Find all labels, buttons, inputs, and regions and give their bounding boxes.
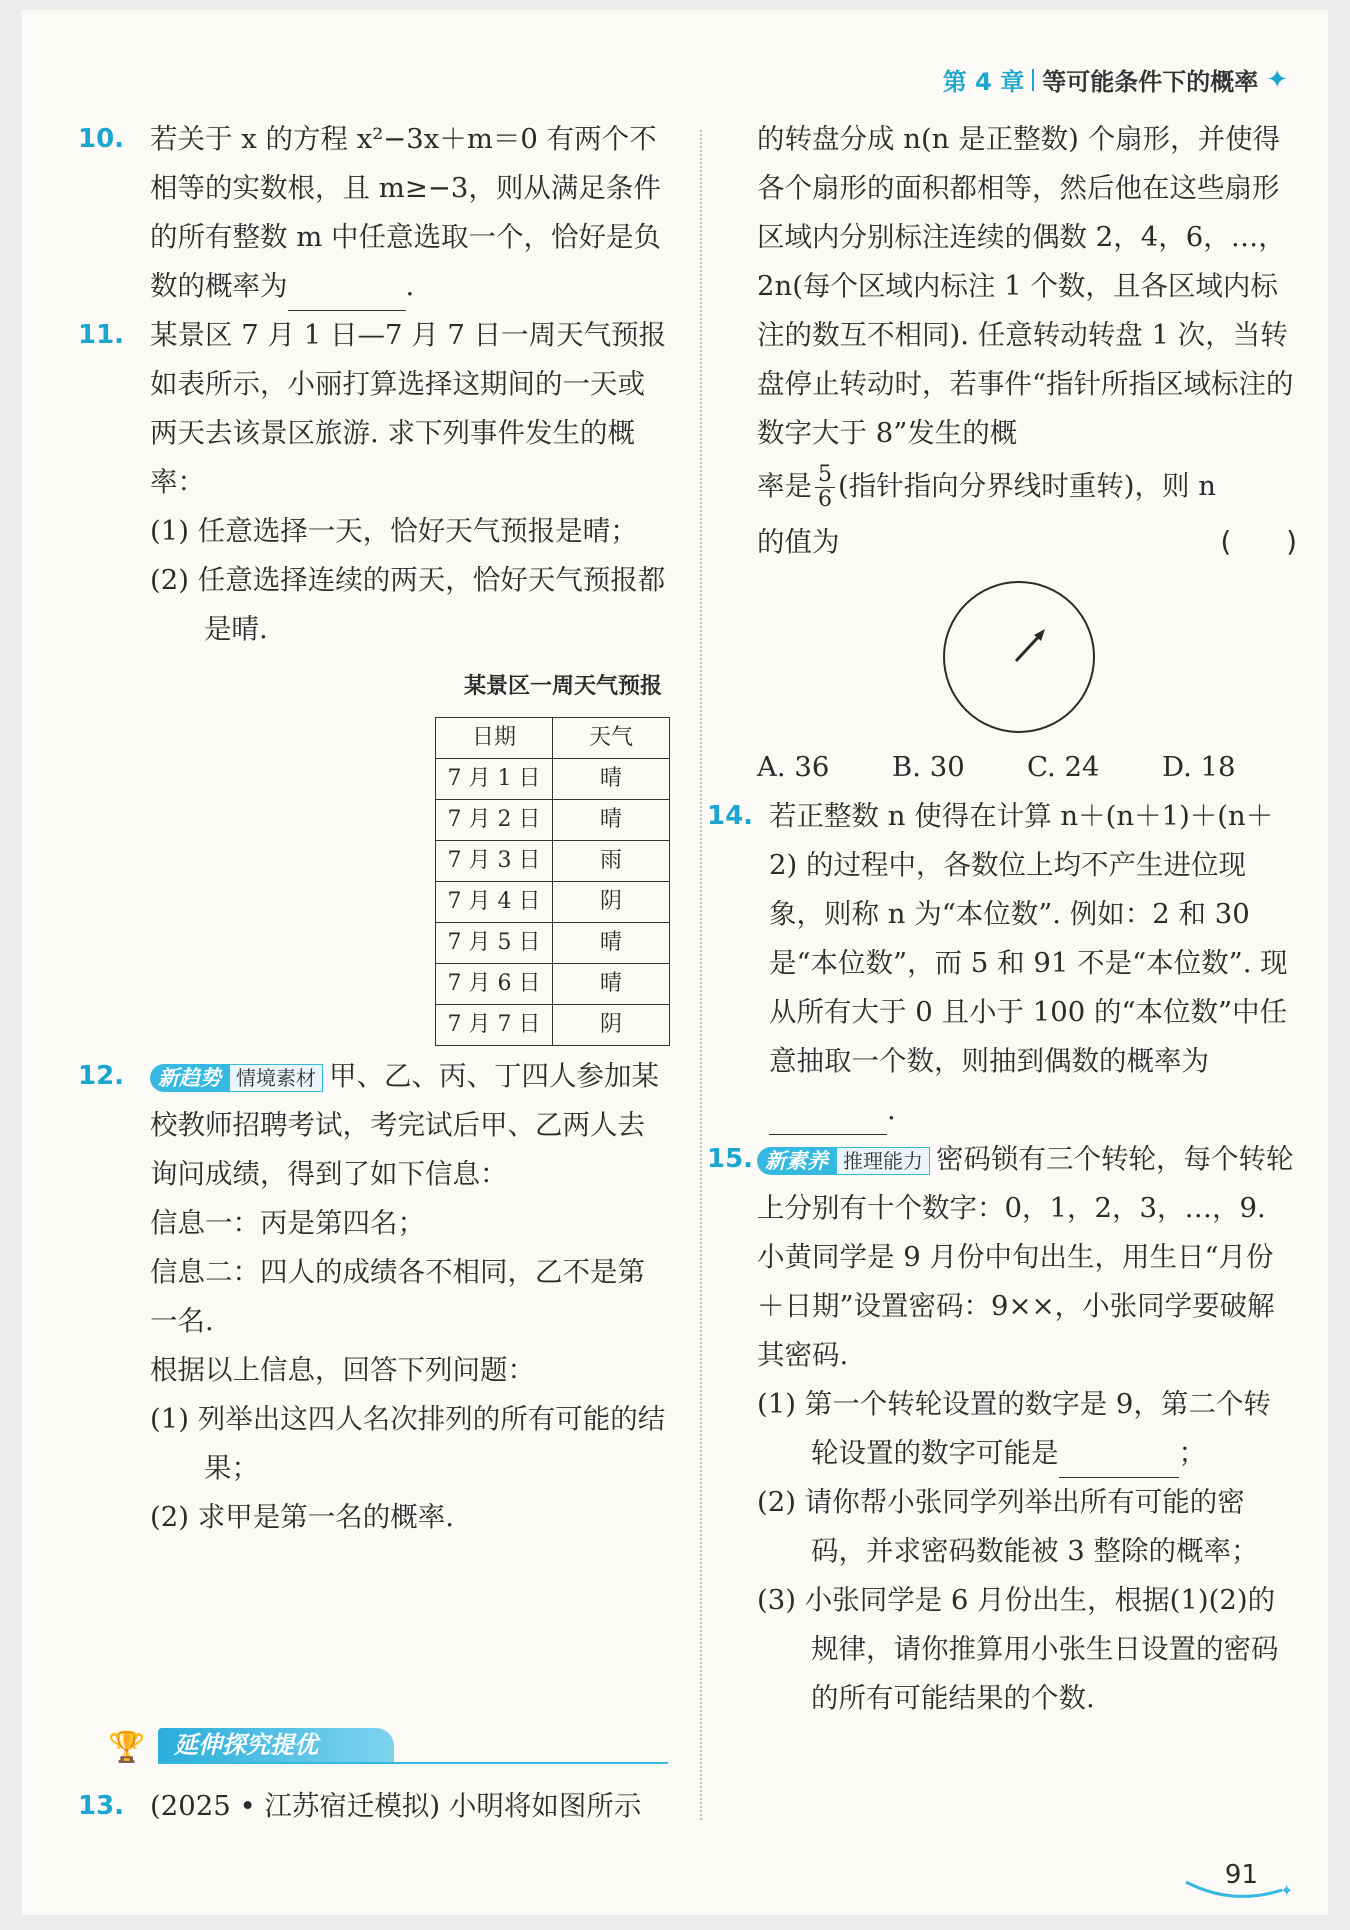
date-cell: 7 月 7 日 — [436, 1005, 553, 1046]
table-row — [436, 1005, 670, 1046]
probability-line — [757, 462, 1297, 512]
sub-question-2: (2) 请你帮小张同学列举出所有可能的密码，并求密码数能被 3 整除的概率； — [757, 1486, 1259, 1567]
choice-b[interactable]: B. 30 — [892, 751, 965, 783]
weather-cell: 雨 — [553, 841, 670, 882]
workbook-page — [22, 10, 1328, 1915]
question-number: 10. — [78, 124, 125, 154]
weather-cell: 晴 — [553, 964, 670, 1005]
chapter-title: 等可能条件下的概率 — [1042, 68, 1259, 96]
info-2: 信息二：四人的成绩各不相同，乙不是第一名. — [150, 1256, 645, 1337]
table-row — [436, 841, 670, 882]
question-text: 甲、乙、丙、丁四人参加某校教师招聘考试，考完试后甲、乙两人去询问成绩，得到了如下信息： — [150, 1060, 659, 1190]
weather-cell: 阴 — [553, 882, 670, 923]
trophy-icon: 🏆 — [108, 1730, 146, 1765]
question-end: . — [887, 1094, 896, 1126]
question-number: 14. — [707, 801, 754, 831]
date-cell: 7 月 1 日 — [436, 759, 553, 800]
sub-question-2: (2) 任意选择连续的两天，恰好天气预报都是晴. — [150, 564, 666, 645]
weather-cell: 阴 — [553, 1005, 670, 1046]
table-row — [436, 759, 670, 800]
spinner-figure — [939, 577, 1099, 737]
page-number-swoosh — [1182, 1876, 1292, 1906]
sub-question-1-text: (1) 第一个转轮设置的数字是 9，第二个转轮设置的数字可能是 — [757, 1388, 1271, 1469]
info-1: 信息一：丙是第四名； — [150, 1207, 425, 1239]
sub-question-1: (1) 任意选择一天，恰好天气预报是晴； — [150, 515, 638, 547]
question-12 — [78, 1052, 670, 1542]
chapter-label: 第 4 章 — [942, 68, 1025, 96]
question-15 — [707, 1135, 1297, 1723]
date-cell: 7 月 2 日 — [436, 800, 553, 841]
answer-line — [757, 518, 1297, 567]
choice-c[interactable]: C. 24 — [1027, 751, 1100, 783]
page-number: 91 — [1224, 1860, 1258, 1890]
question-text: 某景区 7 月 1 日—7 月 7 日一周天气预报如表所示，小丽打算选择这期间的一天或两天去该景区旅游. 求下列事件发生的概率： — [150, 319, 667, 498]
sub-question-2: (2) 求甲是第一名的概率. — [150, 1501, 454, 1533]
date-cell: 7 月 6 日 — [436, 964, 553, 1005]
rate-suffix: (指针指向分界线时重转)，则 n — [838, 470, 1216, 502]
table-title: 某景区一周天气预报 — [463, 674, 662, 699]
table-row — [436, 800, 670, 841]
prompt-text: 根据以上信息，回答下列问题： — [150, 1354, 535, 1386]
question-text: 若正整数 n 使得在计算 n＋(n＋1)＋(n＋2) 的过程中，各数位上均不产生进位现象，则称 n 为“本位数”. 例如：2 和 30 是“本位数”，而 5 和 91 不是“本位数”. 现从所有大于 0 且小于 100 的“本位数”中任意抽取一个数，则抽到偶数的概率为 — [769, 800, 1288, 1077]
table-row — [436, 882, 670, 923]
date-cell: 7 月 5 日 — [436, 923, 553, 964]
question-number: 11. — [78, 320, 125, 350]
fraction — [815, 463, 835, 512]
question-text: (2025 • 江苏宿迁模拟) 小明将如图所示 — [150, 1790, 642, 1822]
table-row — [436, 964, 670, 1005]
choice-a[interactable]: A. 36 — [757, 751, 830, 783]
right-column — [707, 115, 1297, 1723]
date-cell: 7 月 4 日 — [436, 882, 553, 923]
column-header: 日期 — [436, 718, 553, 759]
column-header: 天气 — [553, 718, 670, 759]
sub-question-1: (1) 列举出这四人名次排列的所有可能的结果； — [150, 1403, 666, 1484]
question-text: 若关于 x 的方程 x²−3x＋m＝0 有两个不相等的实数根，且 m≥−3，则从满足条件的所有整数 m 中任意选取一个，恰好是负数的概率为 — [150, 123, 662, 302]
question-tail: 的值为 — [757, 526, 840, 558]
trend-tag: 新趋势 — [150, 1064, 229, 1092]
question-number: 15. — [707, 1144, 754, 1174]
answer-blank[interactable] — [288, 276, 406, 311]
column-divider — [700, 130, 702, 1820]
answer-blank[interactable] — [769, 1100, 887, 1135]
fraction-numerator: 5 — [815, 463, 835, 488]
answer-paren[interactable]: ( ) — [1220, 526, 1297, 558]
question-13-start — [78, 1782, 670, 1831]
question-end: . — [405, 270, 415, 302]
section-banner — [108, 1728, 668, 1764]
weather-cell: 晴 — [553, 759, 670, 800]
question-text: 的转盘分成 n(n 是正整数) 个扇形，并使得各个扇形的面积都相等，然后他在这些扇形区域内分别标注连续的偶数 2，4，6，…，2n(每个区域内标注 1 个数，且各区域内标注的数互不相同). 任意转动转盘 1 次，当转盘停止转动时，若事件“指针所指区域标注的数字大于 8”发生的概 — [757, 123, 1294, 449]
question-11 — [78, 311, 670, 654]
literacy-tag: 新素养 — [757, 1147, 836, 1175]
skill-tag: 推理能力 — [836, 1147, 930, 1175]
answer-choices — [757, 743, 1297, 792]
question-number: 12. — [78, 1061, 125, 1091]
choice-d[interactable]: D. 18 — [1162, 751, 1236, 783]
question-text: 密码锁有三个转轮，每个转轮上分别有十个数字：0，1，2，3，…，9. 小黄同学是 9 月份中旬出生，用生日“月份＋日期”设置密码：9××，小张同学要破解其密码. — [757, 1143, 1294, 1371]
question-13-continued — [757, 115, 1297, 792]
sub-question-3: (3) 小张同学是 6 月份出生，根据(1)(2)的规律，请你推算用小张生日设置的密码的所有可能结果的个数. — [757, 1584, 1279, 1714]
sub-question-1-end: ； — [1178, 1437, 1206, 1469]
question-14 — [707, 792, 1297, 1135]
question-13-head — [78, 1782, 670, 1831]
fraction-denominator: 6 — [818, 487, 832, 512]
weather-table — [435, 717, 670, 1046]
weather-cell: 晴 — [553, 800, 670, 841]
answer-blank[interactable] — [1059, 1443, 1179, 1478]
section-title: 延伸探究提优 — [158, 1728, 394, 1762]
sparkle-icon: ✦ — [1266, 64, 1288, 95]
question-10 — [78, 115, 670, 311]
chapter-header — [943, 62, 1288, 97]
header-divider — [1032, 69, 1034, 91]
section-underline — [158, 1762, 668, 1764]
svg-text:✦: ✦ — [1280, 1881, 1294, 1900]
rate-prefix: 率是 — [757, 470, 812, 502]
table-row — [436, 923, 670, 964]
left-column — [78, 115, 670, 1542]
date-cell: 7 月 3 日 — [436, 841, 553, 882]
table-header-row — [436, 718, 670, 759]
weather-cell: 晴 — [553, 923, 670, 964]
question-number: 13. — [78, 1791, 125, 1821]
sub-question-1 — [757, 1380, 1297, 1478]
context-tag: 情境素材 — [229, 1064, 323, 1092]
